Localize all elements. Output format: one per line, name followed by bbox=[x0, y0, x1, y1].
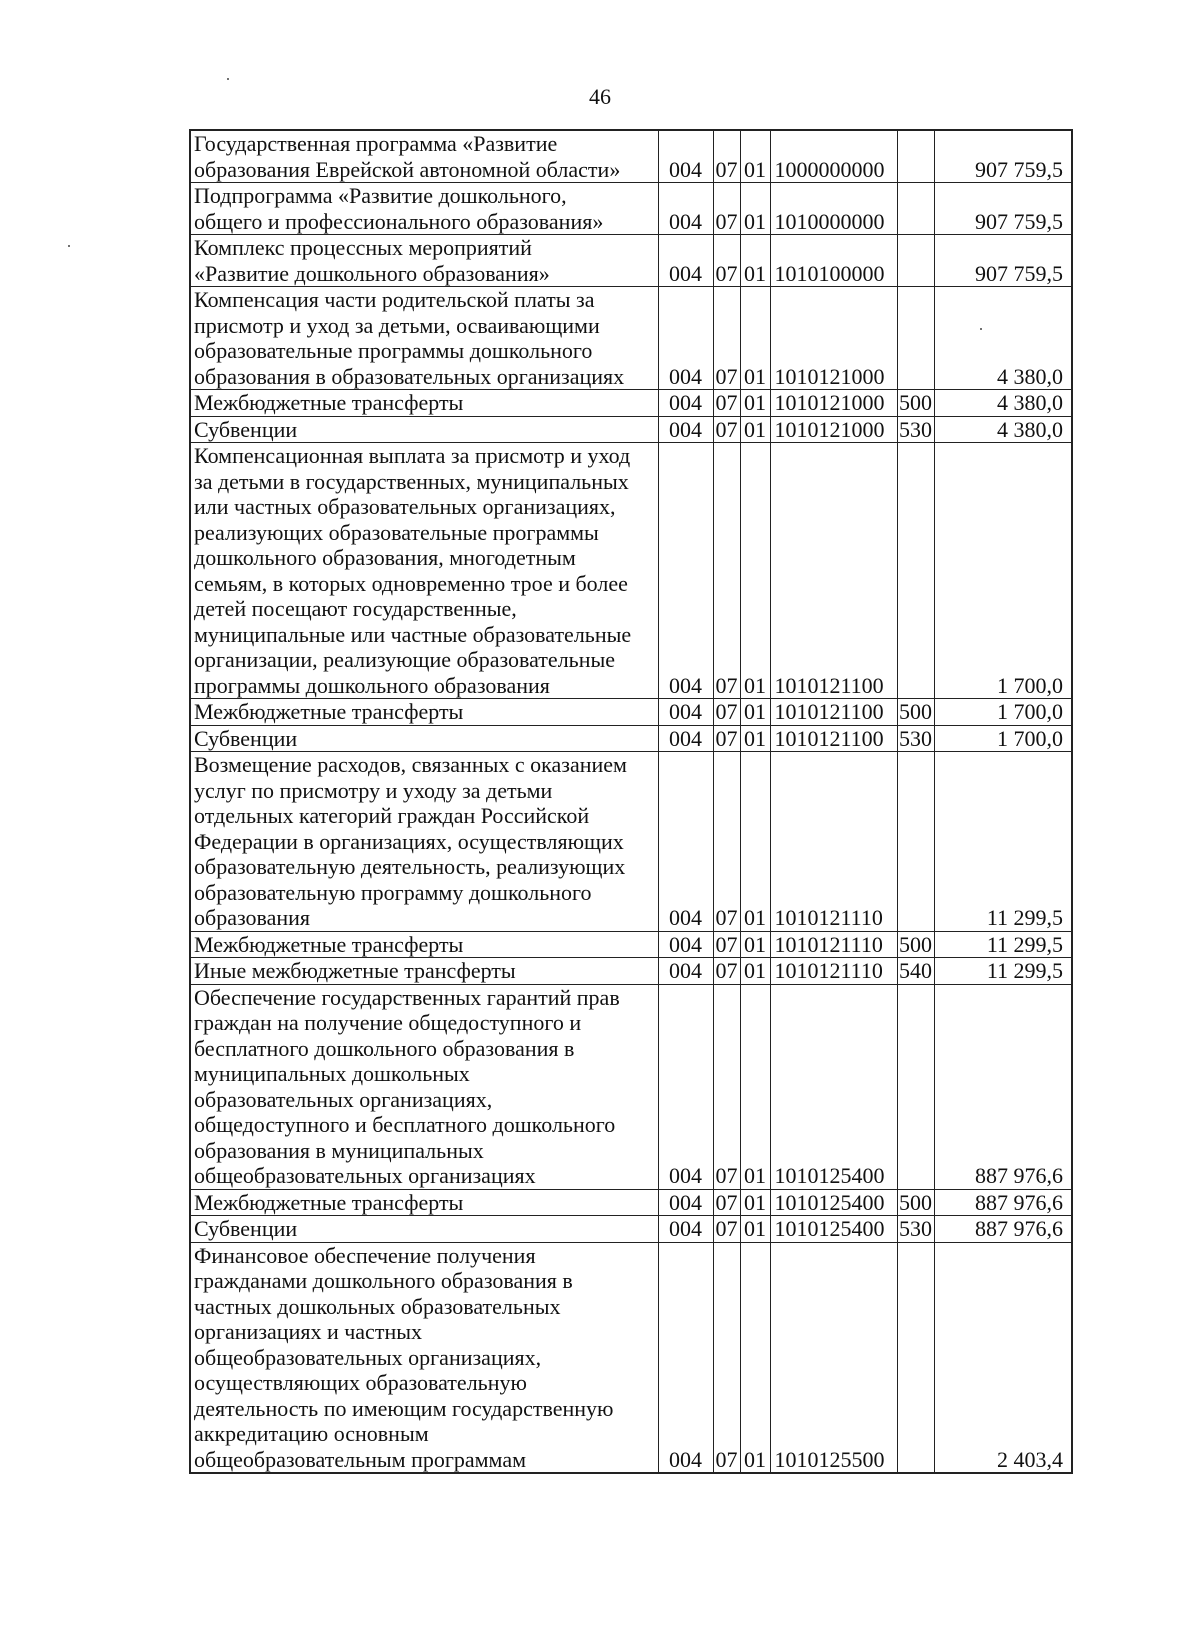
expense-type-cell: 530 bbox=[899, 1216, 932, 1241]
subsection-code-cell: 01 bbox=[740, 183, 770, 235]
scan-speck bbox=[227, 78, 229, 80]
section-code-cell: 07 bbox=[713, 443, 740, 699]
ministry-code-cell: 004 bbox=[658, 1242, 713, 1473]
expense-name-cell: Обеспечение государственных гарантий прав граждан на получение общедоступного и бесплатного дошкольного образования в муниципальных дошкольных образовательных организациях, общедоступного и бесплатного дошкольного образования в муниципальных общеобразовательных организациях bbox=[190, 984, 658, 1189]
expense-type-cell bbox=[897, 235, 934, 287]
amount-cell: 1 700,0 bbox=[934, 725, 1072, 752]
ministry-code-cell: 004 bbox=[658, 235, 713, 287]
expense-type-cell bbox=[897, 130, 934, 183]
table-row bbox=[190, 931, 1072, 958]
subsection-code-cell: 01 bbox=[740, 235, 770, 287]
target-article-cell: 1010121110 bbox=[770, 958, 897, 985]
amount-cell: 11 299,5 bbox=[934, 958, 1072, 985]
amount-cell: 1 700,0 bbox=[934, 443, 1072, 699]
table-row bbox=[190, 130, 1072, 183]
target-article-cell: 1010125400 bbox=[770, 1189, 897, 1216]
subsection-code-cell: 01 bbox=[740, 1216, 770, 1243]
amount-cell: 907 759,5 bbox=[934, 130, 1072, 183]
subsection-code-cell: 01 bbox=[740, 931, 770, 958]
table-row bbox=[190, 287, 1072, 390]
subsection-code-cell: 01 bbox=[740, 984, 770, 1189]
expense-name-cell: Межбюджетные трансферты bbox=[190, 1189, 658, 1216]
scan-speck bbox=[68, 245, 70, 247]
ministry-code-cell: 004 bbox=[658, 1216, 713, 1243]
section-code-cell: 07 bbox=[713, 984, 740, 1189]
expense-name-cell: Государственная программа «Развитие образования Еврейской автономной области» bbox=[190, 130, 658, 183]
section-code-cell: 07 bbox=[713, 725, 740, 752]
expense-name-cell: Иные межбюджетные трансферты bbox=[190, 958, 658, 985]
target-article-cell: 1000000000 bbox=[770, 130, 897, 183]
subsection-code-cell: 01 bbox=[740, 390, 770, 417]
amount-cell: 11 299,5 bbox=[934, 931, 1072, 958]
subsection-code-cell: 01 bbox=[740, 958, 770, 985]
subsection-code-cell: 01 bbox=[740, 416, 770, 443]
target-article-cell: 1010121100 bbox=[770, 699, 897, 726]
expense-name-cell: Финансовое обеспечение получения гражданами дошкольного образования в частных дошкольных образовательных организациях и частных общеобразовательных организациях, осуществляющих образовательную деятельность по имеющим государственную аккредитацию основным общеобразовательным программам bbox=[190, 1242, 658, 1473]
expense-type-cell bbox=[897, 183, 934, 235]
ministry-code-cell: 004 bbox=[658, 443, 713, 699]
section-code-cell: 07 bbox=[713, 958, 740, 985]
section-code-cell: 07 bbox=[713, 416, 740, 443]
amount-cell: 4 380,0 bbox=[934, 390, 1072, 417]
expense-type-cell: 500 bbox=[899, 931, 932, 957]
amount-cell: 887 976,6 bbox=[934, 1216, 1072, 1243]
expense-name-cell: Субвенции bbox=[190, 416, 658, 443]
target-article-cell: 1010100000 bbox=[770, 235, 897, 287]
expense-type-cell bbox=[897, 1242, 934, 1473]
expense-name-cell: Субвенции bbox=[190, 725, 658, 752]
amount-cell: 907 759,5 bbox=[934, 235, 1072, 287]
ministry-code-cell: 004 bbox=[658, 130, 713, 183]
table-row bbox=[190, 1189, 1072, 1216]
target-article-cell: 1010121110 bbox=[770, 752, 897, 932]
ministry-code-cell: 004 bbox=[658, 390, 713, 417]
ministry-code-cell: 004 bbox=[658, 287, 713, 390]
table-row bbox=[190, 390, 1072, 417]
page-number: 46 bbox=[589, 84, 611, 109]
table-row bbox=[190, 416, 1072, 443]
ministry-code-cell: 004 bbox=[658, 984, 713, 1189]
expense-type-cell: 500 bbox=[899, 390, 932, 415]
ministry-code-cell: 004 bbox=[658, 183, 713, 235]
amount-cell: 2 403,4 bbox=[934, 1242, 1072, 1473]
subsection-code-cell: 01 bbox=[740, 699, 770, 726]
expense-name-cell: Комплекс процессных мероприятий «Развитие дошкольного образования» bbox=[190, 235, 658, 287]
section-code-cell: 07 bbox=[713, 390, 740, 417]
target-article-cell: 1010125400 bbox=[770, 1216, 897, 1243]
budget-table bbox=[189, 129, 1073, 1474]
table-row bbox=[190, 958, 1072, 985]
expense-type-cell bbox=[897, 287, 934, 390]
expense-name-cell: Подпрограмма «Развитие дошкольного, общего и профессионального образования» bbox=[190, 183, 658, 235]
subsection-code-cell: 01 bbox=[740, 725, 770, 752]
table-row bbox=[190, 699, 1072, 726]
expense-name-cell: Возмещение расходов, связанных с оказанием услуг по присмотру и уходу за детьми отдельных категорий граждан Российской Федерации в организациях, осуществляющих образовательную деятельность, реализующих образовательную программу дошкольного образования bbox=[190, 752, 658, 932]
ministry-code-cell: 004 bbox=[658, 752, 713, 932]
expense-type-cell bbox=[897, 443, 934, 699]
ministry-code-cell: 004 bbox=[658, 1189, 713, 1216]
ministry-code-cell: 004 bbox=[658, 699, 713, 726]
expense-type-cell: 500 bbox=[899, 1189, 932, 1215]
section-code-cell: 07 bbox=[713, 699, 740, 726]
amount-cell: 4 380,0 bbox=[934, 416, 1072, 443]
table-row bbox=[190, 183, 1072, 235]
subsection-code-cell: 01 bbox=[740, 1189, 770, 1216]
expense-name-cell: Межбюджетные трансферты bbox=[190, 390, 658, 417]
ministry-code-cell: 004 bbox=[658, 725, 713, 752]
section-code-cell: 07 bbox=[713, 287, 740, 390]
ministry-code-cell: 004 bbox=[658, 958, 713, 985]
amount-cell: 887 976,6 bbox=[934, 984, 1072, 1189]
table-row bbox=[190, 1242, 1072, 1473]
expense-name-cell: Компенсационная выплата за присмотр и уход за детьми в государственных, муниципальных или частных образовательных организациях, реализующих образовательные программы дошкольного образования, многодетным семьям, в которых одновременно трое и более детей посещают государственные, муниципальные или частные образовательные организации, реализующие образовательные программы дошкольного образования bbox=[190, 443, 658, 699]
amount-cell: 1 700,0 bbox=[934, 699, 1072, 726]
section-code-cell: 07 bbox=[713, 183, 740, 235]
section-code-cell: 07 bbox=[713, 931, 740, 958]
target-article-cell: 1010121100 bbox=[770, 725, 897, 752]
subsection-code-cell: 01 bbox=[740, 752, 770, 932]
amount-cell: 887 976,6 bbox=[934, 1189, 1072, 1216]
section-code-cell: 07 bbox=[713, 1242, 740, 1473]
table-body bbox=[190, 130, 1072, 1473]
subsection-code-cell: 01 bbox=[740, 443, 770, 699]
section-code-cell: 07 bbox=[713, 235, 740, 287]
expense-name-cell: Межбюджетные трансферты bbox=[190, 699, 658, 726]
ministry-code-cell: 004 bbox=[658, 931, 713, 958]
table-row bbox=[190, 443, 1072, 699]
subsection-code-cell: 01 bbox=[740, 1242, 770, 1473]
table-row bbox=[190, 984, 1072, 1189]
amount-cell: 907 759,5 bbox=[934, 183, 1072, 235]
expense-type-cell bbox=[897, 984, 934, 1189]
target-article-cell: 1010121000 bbox=[770, 287, 897, 390]
section-code-cell: 07 bbox=[713, 1216, 740, 1243]
target-article-cell: 1010121110 bbox=[770, 931, 897, 958]
section-code-cell: 07 bbox=[713, 1189, 740, 1216]
table-row bbox=[190, 725, 1072, 752]
expense-name-cell: Межбюджетные трансферты bbox=[190, 931, 658, 958]
expense-name-cell: Субвенции bbox=[190, 1216, 658, 1243]
table-row bbox=[190, 235, 1072, 287]
subsection-code-cell: 01 bbox=[740, 130, 770, 183]
section-code-cell: 07 bbox=[713, 752, 740, 932]
expense-type-cell: 540 bbox=[899, 958, 932, 983]
table-row bbox=[190, 1216, 1072, 1243]
target-article-cell: 1010121000 bbox=[770, 416, 897, 443]
target-article-cell: 1010125500 bbox=[770, 1242, 897, 1473]
target-article-cell: 1010000000 bbox=[770, 183, 897, 235]
target-article-cell: 1010121100 bbox=[770, 443, 897, 699]
expense-type-cell: 530 bbox=[899, 725, 932, 751]
subsection-code-cell: 01 bbox=[740, 287, 770, 390]
expense-type-cell: 530 bbox=[899, 416, 932, 442]
expense-type-cell bbox=[897, 752, 934, 932]
section-code-cell: 07 bbox=[713, 130, 740, 183]
target-article-cell: 1010125400 bbox=[770, 984, 897, 1189]
expense-name-cell: Компенсация части родительской платы за присмотр и уход за детьми, осваивающими образовательные программы дошкольного образования в образовательных организациях bbox=[190, 287, 658, 390]
target-article-cell: 1010121000 bbox=[770, 390, 897, 417]
ministry-code-cell: 004 bbox=[658, 416, 713, 443]
amount-cell: 4 380,0 bbox=[934, 287, 1072, 390]
amount-cell: 11 299,5 bbox=[934, 752, 1072, 932]
table-row bbox=[190, 752, 1072, 932]
expense-type-cell: 500 bbox=[899, 699, 932, 724]
